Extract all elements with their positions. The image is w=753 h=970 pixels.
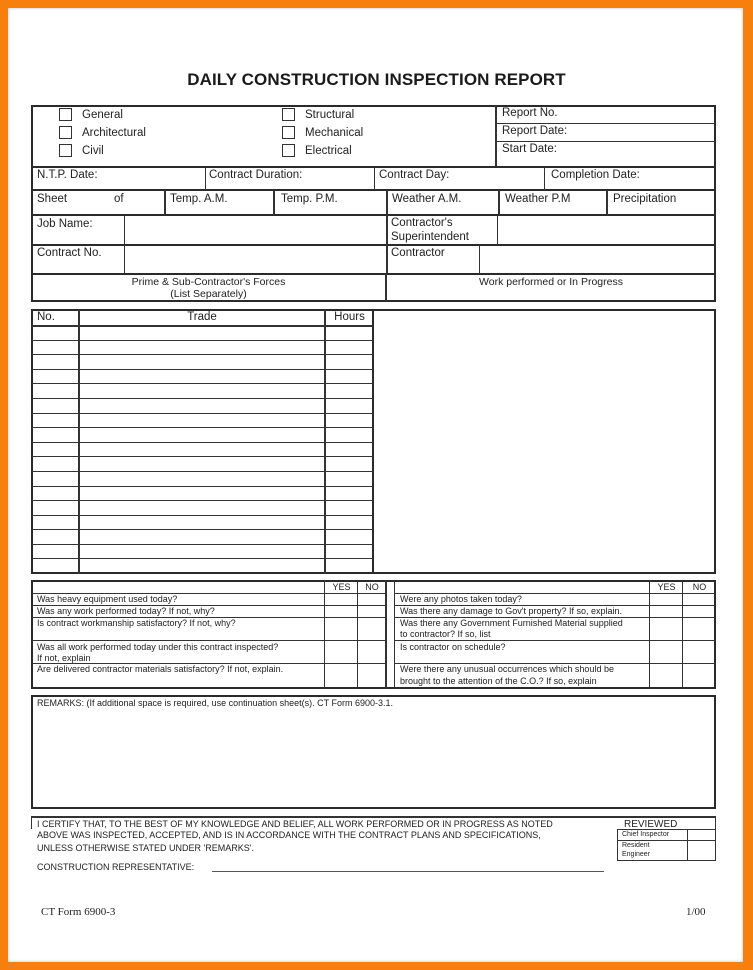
- trade-header-trade: Trade: [187, 311, 217, 323]
- trade-row-no-cell[interactable]: [33, 326, 78, 339]
- trade-row-no-cell[interactable]: [33, 443, 78, 456]
- weather-pm-field[interactable]: Weather P.M: [505, 193, 571, 205]
- trade-row-hours-cell[interactable]: [326, 501, 372, 514]
- question-unusual-occurrences-line2: brought to the attention of the C.O.? If so, explain: [400, 676, 597, 686]
- question-work-inspected-explain: If not, explain: [37, 653, 91, 663]
- trade-row-trade-cell[interactable]: [80, 370, 324, 383]
- trade-row-trade-cell[interactable]: [80, 530, 324, 543]
- divider: [31, 816, 32, 829]
- question-damage: Was there any damage to Gov't property? If so, explain.: [400, 606, 622, 616]
- work-performed-label: Work performed or In Progress: [479, 276, 623, 288]
- trade-row-trade-cell[interactable]: [80, 501, 324, 514]
- forces-label-line1: Prime & Sub-Contractor's Forces: [131, 276, 286, 288]
- divider: [606, 190, 608, 216]
- trade-row-no-cell[interactable]: [33, 472, 78, 485]
- form-revision: 1/00: [686, 906, 706, 918]
- trade-row-no-cell[interactable]: [33, 384, 78, 397]
- trade-row-no-cell[interactable]: [33, 559, 78, 572]
- contract-day-field[interactable]: Contract Day:: [379, 169, 450, 181]
- question-work-inspected: Was all work performed today under this contract inspected?: [37, 642, 279, 652]
- trade-row-trade-cell[interactable]: [80, 428, 324, 441]
- divider: [273, 190, 275, 216]
- superintendent-label-line1: Contractor's: [391, 217, 453, 229]
- resident-engineer-label-line1: Resident: [622, 842, 650, 849]
- question-materials: Are delivered contractor materials satisfactory? If not, explain.: [37, 664, 284, 674]
- trade-row-no-cell[interactable]: [33, 487, 78, 500]
- trade-row-no-cell[interactable]: [33, 341, 78, 354]
- trade-row-hours-cell[interactable]: [326, 487, 372, 500]
- trade-row-no-cell[interactable]: [33, 428, 78, 441]
- reviewed-title: REVIEWED: [624, 819, 678, 830]
- answer-yes-left[interactable]: [325, 594, 357, 605]
- trade-row-hours-cell[interactable]: [326, 414, 372, 427]
- certification-top-border: [31, 816, 716, 818]
- sheet-of-label: of: [114, 193, 124, 205]
- trade-row-trade-cell[interactable]: [80, 384, 324, 397]
- checkbox-label-mechanical: Mechanical: [305, 127, 364, 139]
- page-title: DAILY CONSTRUCTION INSPECTION REPORT: [187, 70, 566, 89]
- answer-no-left[interactable]: [358, 618, 385, 640]
- checkbox-electrical[interactable]: [282, 144, 295, 157]
- trade-row-trade-cell[interactable]: [80, 414, 324, 427]
- divider: [498, 190, 500, 216]
- no-header-right: NO: [692, 582, 707, 592]
- trade-row-no-cell[interactable]: [33, 370, 78, 383]
- answer-no-left[interactable]: [358, 664, 385, 688]
- contract-no-input[interactable]: [126, 246, 385, 274]
- answer-no-right[interactable]: [683, 641, 715, 663]
- divider: [124, 215, 125, 246]
- trade-row-hours-cell[interactable]: [326, 326, 372, 339]
- divider: [386, 245, 388, 275]
- question-photos: Were any photos taken today?: [400, 594, 522, 604]
- answer-no-left[interactable]: [358, 606, 385, 617]
- trade-row-trade-cell[interactable]: [80, 457, 324, 470]
- yes-header-left: YES: [332, 582, 351, 592]
- trade-row-trade-cell[interactable]: [80, 326, 324, 339]
- answer-no-left[interactable]: [358, 641, 385, 663]
- chief-inspector-initials[interactable]: [688, 830, 715, 840]
- construction-representative-label: CONSTRUCTION REPRESENTATIVE:: [37, 862, 195, 872]
- divider: [495, 105, 497, 168]
- trade-row-hours-cell[interactable]: [326, 355, 372, 368]
- answer-yes-right[interactable]: [650, 664, 682, 688]
- trade-row-trade-cell[interactable]: [80, 355, 324, 368]
- trade-row-no-cell[interactable]: [33, 355, 78, 368]
- answer-yes-right[interactable]: [650, 606, 682, 617]
- trade-row-trade-cell[interactable]: [80, 487, 324, 500]
- divider: [205, 167, 206, 191]
- temp-pm-field[interactable]: Temp. P.M.: [281, 193, 338, 205]
- contractor-label: Contractor: [391, 247, 445, 259]
- divider: [394, 580, 395, 689]
- trade-row-trade-cell[interactable]: [80, 545, 324, 558]
- divider: [386, 190, 388, 216]
- trade-row-hours-cell[interactable]: [326, 516, 372, 529]
- checkbox-structural[interactable]: [282, 108, 295, 121]
- work-performed-input[interactable]: [373, 309, 716, 574]
- yes-header-right: YES: [657, 582, 676, 592]
- answer-no-right[interactable]: [683, 594, 715, 605]
- trade-row-hours-cell[interactable]: [326, 472, 372, 485]
- divider: [544, 167, 545, 191]
- question-unusual-occurrences: Were there any unusual occurrences which should be: [400, 664, 614, 674]
- trade-row-trade-cell[interactable]: [80, 472, 324, 485]
- answer-yes-right[interactable]: [650, 618, 682, 640]
- form-id: CT Form 6900-3: [41, 906, 116, 918]
- checkbox-label-structural: Structural: [305, 109, 355, 121]
- answer-yes-left[interactable]: [325, 664, 357, 688]
- construction-representative-signature-line[interactable]: [212, 871, 604, 872]
- trade-row-trade-cell[interactable]: [80, 559, 324, 572]
- answer-no-left[interactable]: [358, 594, 385, 605]
- answer-yes-left[interactable]: [325, 641, 357, 663]
- contractor-input[interactable]: [481, 246, 714, 274]
- trade-row-hours-cell[interactable]: [326, 341, 372, 354]
- ntp-date-field[interactable]: N.T.P. Date:: [37, 169, 98, 181]
- trade-row-hours-cell[interactable]: [326, 399, 372, 412]
- checkbox-label-general: General: [82, 109, 123, 121]
- divider: [497, 215, 498, 246]
- divider: [374, 167, 375, 191]
- job-name-label: Job Name:: [37, 218, 93, 230]
- divider: [479, 245, 480, 275]
- trade-row-no-cell[interactable]: [33, 501, 78, 514]
- certification-line2: ABOVE WAS INSPECTED, ACCEPTED, AND IS IN ACCORDANCE WITH THE CONTRACT PLANS AND SPECIFICATIONS,: [37, 830, 541, 840]
- remarks-label: REMARKS: (If additional space is required, use continuation sheet(s). CT Form 6900-3.1.: [37, 698, 394, 708]
- trade-row-hours-cell[interactable]: [326, 428, 372, 441]
- answer-no-right[interactable]: [683, 606, 715, 617]
- divider: [386, 215, 388, 246]
- checkbox-mechanical[interactable]: [282, 126, 295, 139]
- divider: [164, 190, 166, 216]
- trade-header-no: No.: [37, 311, 55, 323]
- resident-engineer-label-line2: Engineer: [622, 851, 651, 858]
- superintendent-label-line2: Superintendent: [391, 231, 470, 243]
- trade-row-no-cell[interactable]: [33, 457, 78, 470]
- job-name-input[interactable]: [126, 216, 385, 245]
- no-header-left: NO: [365, 582, 379, 592]
- superintendent-input[interactable]: [499, 216, 714, 245]
- chief-inspector-label: Chief Inspector: [622, 831, 670, 838]
- divider: [385, 580, 387, 689]
- divider: [496, 123, 716, 124]
- certification-line1: I CERTIFY THAT, TO THE BEST OF MY KNOWLEDGE AND BELIEF, ALL WORK PERFORMED OR IN PROGRESS AS NOTED: [37, 819, 553, 829]
- checkbox-architectural[interactable]: [59, 126, 72, 139]
- question-heavy-equipment: Was heavy equipment used today?: [37, 594, 178, 604]
- divider: [496, 141, 716, 142]
- trade-row-no-cell[interactable]: [33, 399, 78, 412]
- question-schedule: Is contractor on schedule?: [400, 642, 506, 652]
- question-gov-material-list: to contractor? If so, list: [400, 629, 491, 639]
- trade-row-no-cell[interactable]: [33, 530, 78, 543]
- remarks-box[interactable]: [31, 695, 716, 809]
- answer-yes-left[interactable]: [325, 606, 357, 617]
- answer-yes-right[interactable]: [650, 594, 682, 605]
- trade-row-hours-cell[interactable]: [326, 559, 372, 572]
- trade-row-no-cell[interactable]: [33, 414, 78, 427]
- trade-row-no-cell[interactable]: [33, 545, 78, 558]
- trade-row-trade-cell[interactable]: [80, 399, 324, 412]
- start-date-field[interactable]: Start Date:: [502, 143, 557, 155]
- checkbox-label-electrical: Electrical: [305, 145, 352, 157]
- answer-yes-right[interactable]: [650, 641, 682, 663]
- question-work-performed: Was any work performed today? If not, why?: [37, 606, 215, 616]
- question-workmanship: Is contract workmanship satisfactory? If not, why?: [37, 618, 236, 628]
- trade-row-trade-cell[interactable]: [80, 516, 324, 529]
- trade-row-hours-cell[interactable]: [326, 457, 372, 470]
- weather-am-field[interactable]: Weather A.M.: [392, 193, 462, 205]
- trade-row-trade-cell[interactable]: [80, 341, 324, 354]
- temp-am-field[interactable]: Temp. A.M.: [170, 193, 228, 205]
- trade-row-hours-cell[interactable]: [326, 530, 372, 543]
- checkbox-civil[interactable]: [59, 144, 72, 157]
- contract-no-label: Contract No.: [37, 247, 102, 259]
- checkbox-general[interactable]: [59, 108, 72, 121]
- completion-date-field[interactable]: Completion Date:: [551, 169, 640, 181]
- trade-row-hours-cell[interactable]: [326, 384, 372, 397]
- certification-line3: UNLESS OTHERWISE STATED UNDER 'REMARKS'.: [37, 843, 254, 853]
- answer-no-right[interactable]: [683, 664, 715, 688]
- trade-row-no-cell[interactable]: [33, 516, 78, 529]
- checkbox-label-civil: Civil: [82, 145, 104, 157]
- answer-no-right[interactable]: [683, 618, 715, 640]
- divider: [124, 245, 125, 275]
- resident-engineer-initials[interactable]: [688, 841, 715, 860]
- forces-label-line2: (List Separately): [170, 288, 247, 300]
- trade-row-trade-cell[interactable]: [80, 443, 324, 456]
- sheet-field[interactable]: Sheet: [37, 193, 68, 205]
- checkbox-label-architectural: Architectural: [82, 127, 146, 139]
- trade-row-hours-cell[interactable]: [326, 370, 372, 383]
- trade-row-hours-cell[interactable]: [326, 443, 372, 456]
- answer-yes-left[interactable]: [325, 618, 357, 640]
- precipitation-field[interactable]: Precipitation: [613, 193, 677, 205]
- contract-duration-field[interactable]: Contract Duration:: [209, 169, 303, 181]
- report-date-field[interactable]: Report Date:: [502, 125, 568, 137]
- question-gov-material: Was there any Government Furnished Material supplied: [400, 618, 623, 628]
- trade-row-hours-cell[interactable]: [326, 545, 372, 558]
- report-no-field[interactable]: Report No.: [502, 107, 558, 119]
- trade-header-hours: Hours: [334, 311, 365, 323]
